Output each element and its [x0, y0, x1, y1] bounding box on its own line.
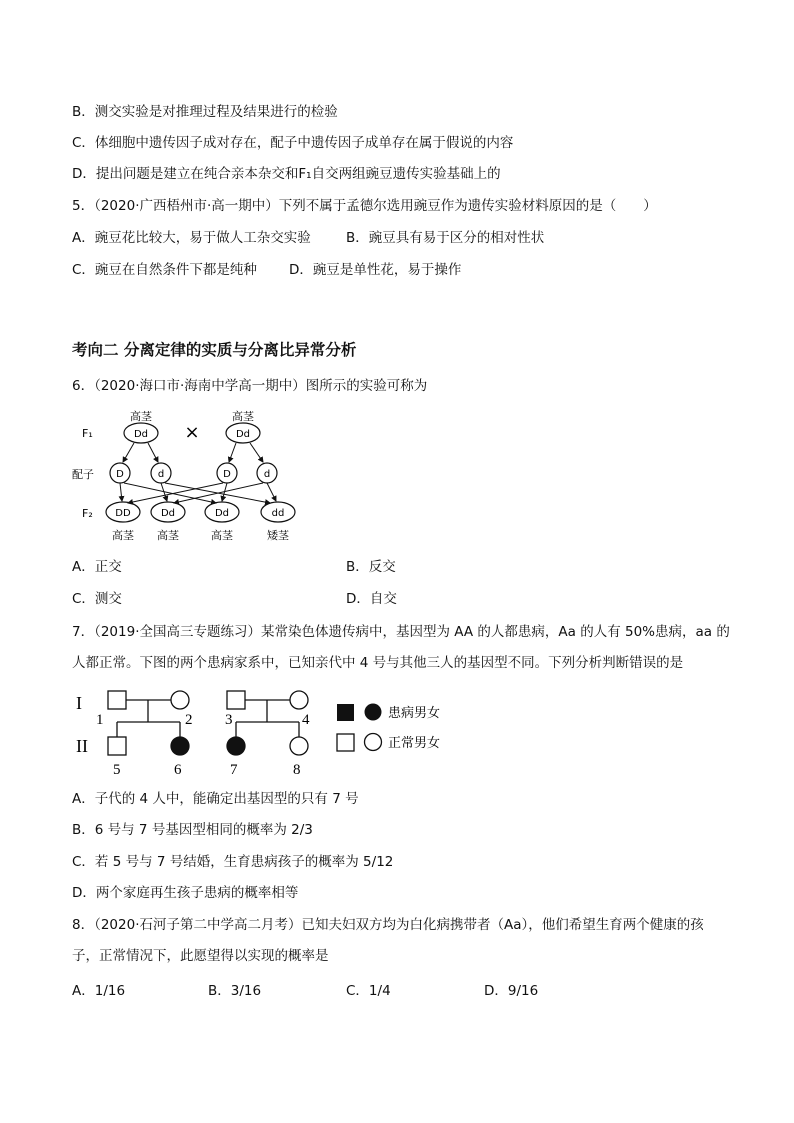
row-label-f1: F₁	[82, 427, 93, 440]
q8-stem-line2: 子，正常情况下，此愿望得以实现的概率是	[72, 948, 329, 964]
label-5: 5	[113, 762, 121, 778]
individual-7-female-affected	[227, 737, 245, 755]
q6-option-b: B．反交	[346, 559, 396, 575]
offspring-3-trait: 高茎	[211, 529, 233, 542]
gamete-1-label: D	[116, 469, 124, 480]
offspring-1-trait: 高茎	[112, 529, 134, 542]
offspring-2-genotype: Dd	[160, 508, 176, 519]
q7-stem-line2: 人都正常。下图的两个患病家系中，已知亲代中 4 号与其他三人的基因型不同。下列分析判断错误的是	[72, 655, 684, 671]
legend-affected-female	[365, 704, 382, 721]
q6-option-a: A．正交	[72, 559, 122, 575]
label-6: 6	[174, 762, 182, 778]
q6-option-d: D．自交	[346, 591, 397, 607]
label-1: 1	[96, 712, 104, 728]
individual-6-female-affected	[171, 737, 189, 755]
label-7: 7	[230, 762, 238, 778]
parent1-trait: 高茎	[130, 410, 152, 423]
individual-4-female-normal	[290, 691, 308, 709]
genetics-cross-diagram	[70, 400, 330, 550]
legend-normal-label: 正常男女	[388, 736, 441, 751]
generation-label-2: II	[76, 736, 88, 756]
legend-affected-label: 患病男女	[388, 706, 441, 721]
q7-option-a: A．子代的 4 人中，能确定出基因型的只有 7 号	[72, 791, 359, 807]
label-2: 2	[185, 712, 193, 728]
label-4: 4	[302, 712, 310, 728]
gamete-3-label: D	[223, 469, 231, 480]
q8-stem-line1: 8．（2020·石河子第二中学高二月考）已知夫妇双方均为白化病携带者（Aa），他们希望生育两个健康的孩	[72, 917, 704, 933]
individual-8-female-normal	[290, 737, 308, 755]
offspring-1-genotype: DD	[115, 508, 131, 519]
row-label-f2: F₂	[82, 507, 93, 520]
legend-normal-male	[337, 734, 354, 751]
q4-option-c: C．体细胞中遗传因子成对存在，配子中遗传因子成单存在属于假说的内容	[72, 135, 514, 151]
individual-1-male-normal	[108, 691, 126, 709]
q5-option-a: A．豌豆花比较大，易于做人工杂交实验	[72, 230, 311, 246]
legend-normal-female	[365, 734, 382, 751]
q5-option-c: C．豌豆在自然条件下都是纯种	[72, 262, 257, 278]
label-8: 8	[293, 762, 301, 778]
q7-option-c: C．若 5 号与 7 号结婚，生育患病孩子的概率为 5/12	[72, 854, 394, 870]
label-3: 3	[225, 712, 233, 728]
q8-option-b: B．3/16	[208, 983, 262, 999]
q7-option-b: B．6 号与 7 号基因型相同的概率为 2/3	[72, 822, 313, 838]
q4-option-d: D．提出问题是建立在纯合亲本杂交和F₁自交两组豌豆遗传实验基础上的	[72, 166, 501, 182]
offspring-2-trait: 高茎	[157, 529, 179, 542]
q4-option-b: B．测交实验是对推理过程及结果进行的检验	[72, 104, 338, 120]
gamete-4-label: d	[263, 469, 271, 480]
q8-option-a: A．1/16	[72, 983, 126, 999]
offspring-4-genotype: dd	[271, 508, 285, 519]
cross-symbol: ×	[184, 422, 200, 443]
individual-2-female-normal	[171, 691, 189, 709]
q6-option-c: C．测交	[72, 591, 122, 607]
individual-5-male-normal	[108, 737, 126, 755]
q5-option-d: D．豌豆是单性花，易于操作	[289, 262, 462, 278]
q8-option-c: C．1/4	[346, 983, 391, 999]
offspring-4-trait: 矮茎	[267, 529, 289, 542]
q7-option-d: D．两个家庭再生孩子患病的概率相等	[72, 885, 299, 901]
parent2-trait: 高茎	[232, 410, 254, 423]
parent1-genotype: Dd	[133, 429, 149, 440]
section-heading: 考向二 分离定律的实质与分离比异常分析	[72, 340, 357, 359]
individual-3-male-normal	[227, 691, 245, 709]
q5-option-b: B．豌豆具有易于区分的相对性状	[346, 230, 545, 246]
q6-stem: 6．（2020·海口市·海南中学高一期中）图所示的实验可称为	[72, 378, 428, 394]
q7-stem-line1: 7．（2019·全国高三专题练习）某常染色体遗传病中，基因型为 AA 的人都患病，Aa 的人有 50%患病，aa 的	[72, 624, 730, 640]
legend-affected-male	[337, 704, 354, 721]
parent2-genotype: Dd	[235, 429, 251, 440]
gamete-2-label: d	[157, 469, 165, 480]
pedigree-chart	[70, 682, 490, 782]
q8-option-d: D．9/16	[484, 983, 539, 999]
q5-stem: 5．（2020·广西梧州市·高一期中）下列不属于孟德尔选用豌豆作为遗传实验材料原因的是（ ）	[72, 198, 657, 214]
row-label-gamete: 配子	[72, 468, 94, 481]
offspring-3-genotype: Dd	[214, 508, 230, 519]
generation-label-1: I	[76, 693, 82, 713]
